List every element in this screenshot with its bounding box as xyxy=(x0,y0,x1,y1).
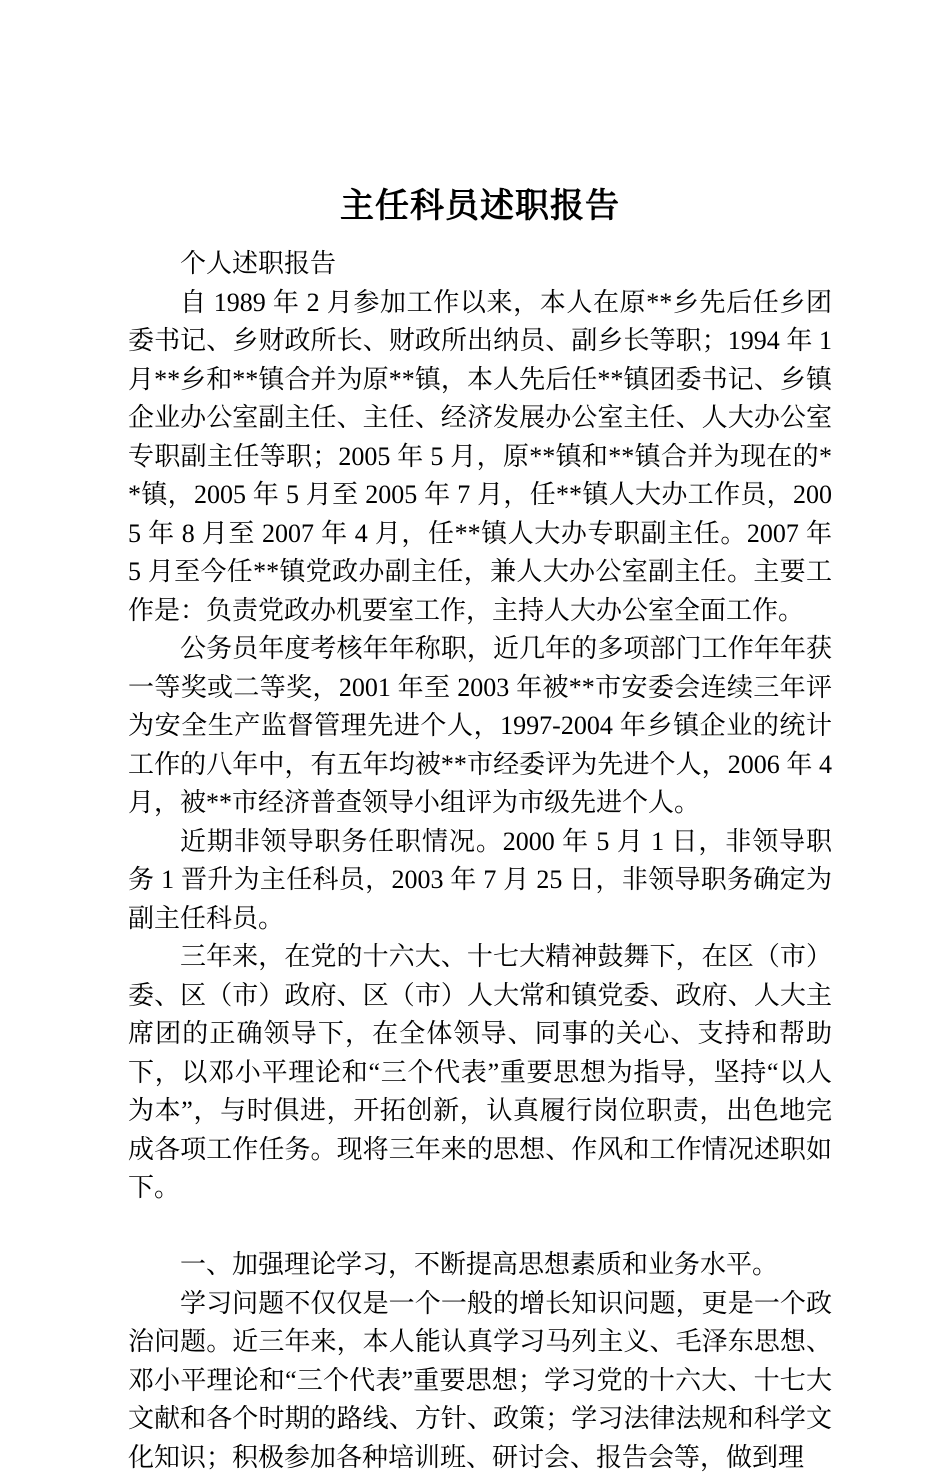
paragraph-study: 学习问题不仅仅是一个一般的增长知识问题，更是一个政治问题。近三年来，本人能认真学习马列主义、毛泽东思想、邓小平理论和“三个代表”重要思想；学习党的十六大、十七大文献和各个时期的路线、方针、政策；学习法律法规和科学文化知识；积极参加各种培训班、研讨会、报告会等，做到理 xyxy=(128,1285,832,1477)
paragraph-subtitle: 个人述职报告 xyxy=(128,245,832,284)
document-body xyxy=(128,245,832,1477)
blank-line xyxy=(128,1208,832,1247)
paragraph-three-years-summary: 三年来，在党的十六大、十七大精神鼓舞下，在区（市）委、区（市）政府、区（市）人大常和镇党委、政府、人大主席团的正确领导下，在全体领导、同事的关心、支持和帮助下，以邓小平理论和“三个代表”重要思想为指导，坚持“以人为本”，与时俱进，开拓创新，认真履行岗位职责，出色地完成各项工作任务。现将三年来的思想、作风和工作情况述职如下。 xyxy=(128,938,832,1208)
paragraph-work-history: 自 1989 年 2 月参加工作以来，本人在原**乡先后任乡团委书记、乡财政所长、财政所出纳员、副乡长等职；1994 年 1 月**乡和**镇合并为原**镇，本人先后任**镇团委书记、乡镇企业办公室副主任、主任、经济发展办公室主任、人大办公室专职副主任等职；2005 年 5 月，原**镇和**镇合并为现在的**镇，2005 年 5 月至 2005 年 7 月，任**镇人大办工作员，2005 年 8 月至 2007 年 4 月，任**镇人大办专职副主任。2007 年 5 月至今任**镇党政办副主任，兼人大办公室副主任。主要工作是：负责党政办机要室工作，主持人大办公室全面工作。 xyxy=(128,284,832,631)
section-heading-1: 一、加强理论学习，不断提高思想素质和业务水平。 xyxy=(128,1246,832,1285)
document-title: 主任科员述职报告 xyxy=(128,178,832,227)
paragraph-non-leadership-positions: 近期非领导职务任职情况。2000 年 5 月 1 日，非领导职务 1 晋升为主任科员，2003 年 7 月 25 日，非领导职务确定为副主任科员。 xyxy=(128,823,832,939)
paragraph-awards: 公务员年度考核年年称职，近几年的多项部门工作年年获一等奖或二等奖，2001 年至 2003 年被**市安委会连续三年评为安全生产监督管理先进个人，1997-2004 年乡镇企业的统计工作的八年中，有五年均被**市经委评为先进个人，2006 年 4 月，被**市经济普查领导小组评为市级先进个人。 xyxy=(128,630,832,823)
